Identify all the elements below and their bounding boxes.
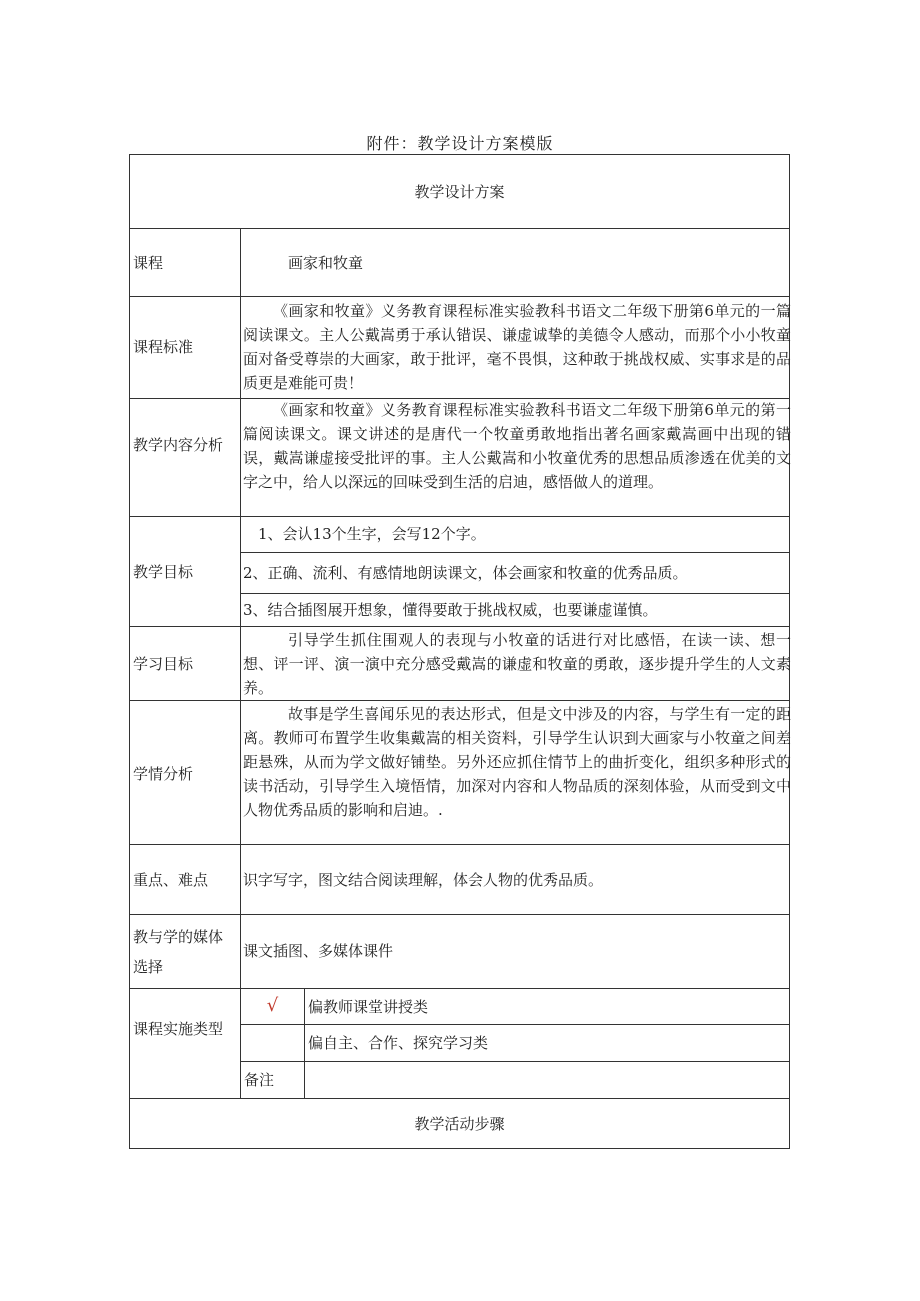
student-analysis-value: 故事是学生喜闻乐见的表达形式，但是文中涉及的内容，与学生有一定的距离。教师可布置学生收集戴嵩的相关资料，引导学生认识到大画家与小牧童之间差距悬殊，从而为学文做好铺垫。另外还应抓住情节上的曲折变化，组织多种形式的读书活动，引导学生入境悟情，加深对内容和人物品质的深刻体验，从而受到文中人物优秀品质的影响和启迪。. [243, 705, 791, 819]
content-analysis-label: 教学内容分析 [133, 436, 224, 454]
row-divider [129, 626, 790, 627]
impl-option-self-study: 偏自主、合作、探究学习类 [308, 1034, 489, 1052]
row-divider [241, 1024, 790, 1025]
goal-item: 1、会认13个生字，会写12个字。 [258, 525, 486, 543]
goal-item: 2、正确、流利、有感情地朗读课文，体会画家和牧童的优秀品质。 [243, 564, 688, 582]
row-divider [129, 844, 790, 845]
row-divider [241, 593, 790, 594]
standard-label: 课程标准 [133, 338, 194, 356]
column-divider [240, 228, 241, 1098]
row-divider [129, 700, 790, 701]
document-title: 附件：教学设计方案模版 [366, 134, 554, 153]
goal-item: 3、结合插图展开想象，懂得要敢于挑战权威，也要谦虚谨慎。 [243, 601, 658, 619]
row-divider [129, 988, 790, 989]
impl-option-teacher: 偏教师课堂讲授类 [308, 998, 429, 1016]
learning-goals-label: 学习目标 [133, 655, 194, 673]
row-divider [241, 552, 790, 553]
media-value: 课文插图、多媒体课件 [243, 942, 394, 960]
learning-goals-value: 引导学生抓住围观人的表现与小牧童的话进行对比感悟，在读一读、想一想、评一评、演一演中充分感受戴嵩的谦虚和牧童的勇敢，逐步提升学生的人文素养。 [243, 631, 791, 697]
row-divider [129, 296, 790, 297]
row-divider [129, 516, 790, 517]
media-label: 教与学的媒体选择 [133, 928, 224, 976]
course-label: 课程 [133, 254, 164, 272]
remark-label: 备注 [244, 1071, 275, 1089]
standard-value: 《画家和牧童》义务教育课程标准实验教科书语文二年级下册第6单元的一篇阅读课文。主人公戴嵩勇于承认错误、谦虚诚挚的美德令人感动，而那个小小牧童面对备受尊崇的大画家，敢于批评，毫不畏惧，这种敢于挑战权威、实事求是的品质更是难能可贵！ [243, 302, 791, 392]
course-value: 画家和牧童 [288, 254, 364, 272]
row-divider [129, 914, 790, 915]
row-divider [129, 228, 790, 229]
goals-label: 教学目标 [133, 563, 194, 581]
row-divider [129, 1098, 790, 1099]
column-divider [304, 988, 305, 1098]
activity-steps-title: 教学活动步骤 [414, 1115, 505, 1133]
student-analysis-label: 学情分析 [133, 765, 194, 783]
check-icon: √ [266, 995, 279, 1016]
content-analysis-value: 《画家和牧童》义务教育课程标准实验教科书语文二年级下册第6单元的第一篇阅读课文。课文讲述的是唐代一个牧童勇敢地指出著名画家戴嵩画中出现的错误，戴嵩谦虚接受批评的事。主人公戴嵩和小牧童优秀的思想品质渗透在优美的文字之中，给人以深远的回味受到生活的启迪，感悟做人的道理。 [243, 401, 791, 491]
key-points-value: 识字写字，图文结合阅读理解，体会人物的优秀品质。 [243, 871, 604, 889]
table-title: 教学设计方案 [414, 183, 505, 201]
key-points-label: 重点、难点 [133, 871, 209, 889]
impl-type-label: 课程实施类型 [133, 1020, 224, 1038]
row-divider [241, 1061, 790, 1062]
